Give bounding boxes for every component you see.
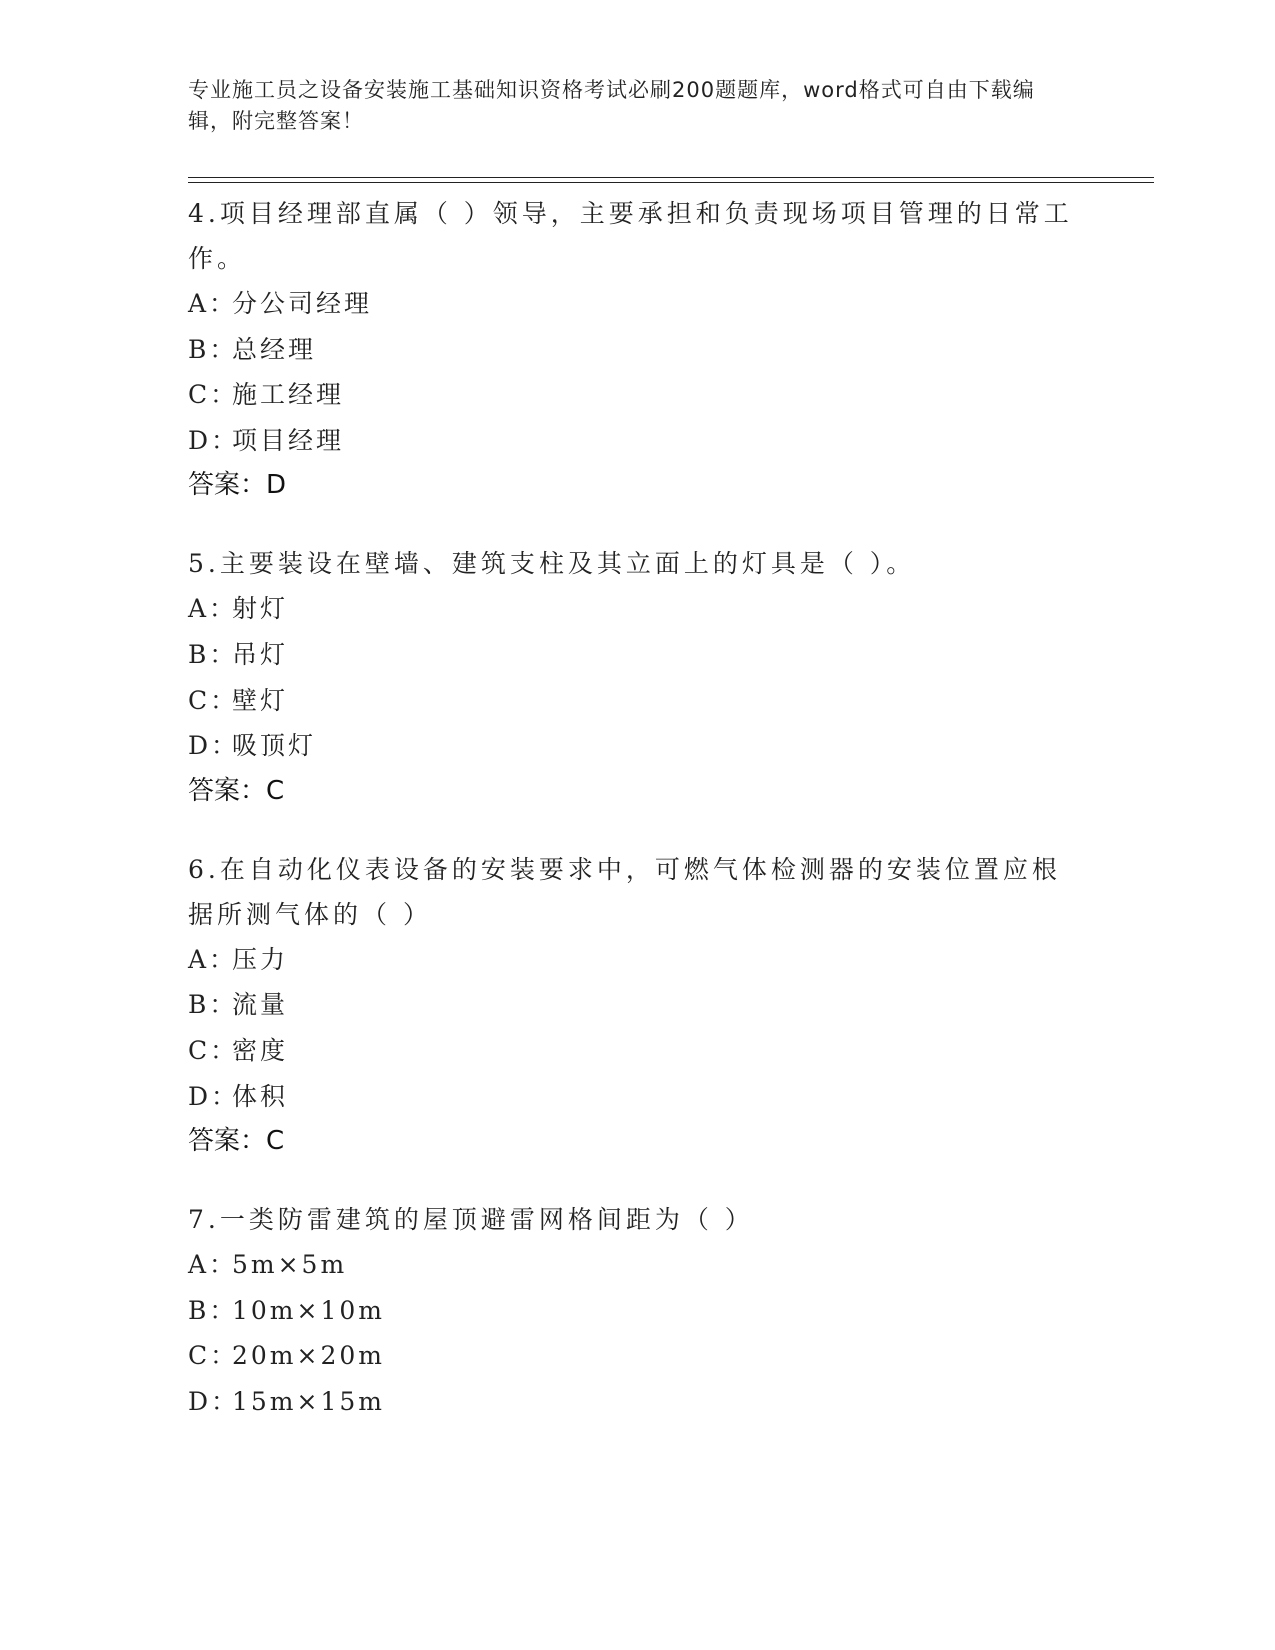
option-letter: B： (188, 334, 238, 364)
option-a (188, 937, 1088, 983)
option-text: 壁灯 (232, 685, 289, 715)
option-letter: A： (188, 289, 238, 318)
question-5 (188, 541, 1088, 813)
option-text: 项目经理 (232, 425, 345, 455)
option-letter: A： (188, 944, 238, 974)
option-letter: B： (188, 990, 238, 1020)
option-text: 吸顶灯 (232, 731, 317, 761)
option-text: 射灯 (232, 594, 289, 624)
option-letter: C： (188, 685, 239, 715)
question-text: 5.主要装设在壁墙、建筑支柱及其立面上的灯具是（ ）。 (188, 549, 916, 579)
option-d (188, 723, 1088, 769)
option-a (188, 586, 1088, 632)
question-text: 6.在自动化仪表设备的安装要求中，可燃气体检测器的安装位置应根据所测气体的（ ） (188, 854, 1061, 929)
option-text: 体积 (232, 1081, 289, 1111)
option-letter: C： (188, 380, 239, 410)
option-text: 5m×5m (232, 1250, 348, 1280)
option-b (188, 1288, 1088, 1334)
option-letter: C： (188, 1035, 239, 1065)
answer-line: 答案：C (188, 1126, 285, 1157)
option-text: 总经理 (232, 334, 317, 364)
option-b (188, 327, 1088, 373)
option-d (188, 418, 1088, 464)
option-letter: B： (188, 639, 238, 669)
option-letter: D： (188, 1386, 240, 1416)
option-b (188, 982, 1088, 1028)
option-text: 分公司经理 (232, 289, 373, 318)
option-text: 密度 (232, 1035, 289, 1065)
option-text: 流量 (232, 990, 289, 1020)
question-text: 4.项目经理部直属（ ）领导，主要承担和负责现场项目管理的日常工作。 (188, 199, 1073, 273)
option-text: 10m×10m (232, 1295, 385, 1325)
option-text: 吊灯 (232, 639, 289, 669)
header-rule-bottom (188, 182, 1154, 183)
option-b (188, 632, 1088, 678)
option-letter: D： (188, 425, 240, 455)
option-a (188, 281, 1088, 327)
option-text: 15m×15m (232, 1386, 385, 1416)
question-4 (188, 191, 1088, 508)
option-text: 压力 (232, 944, 289, 974)
answer-line: 答案：C (188, 775, 285, 806)
option-letter: A： (188, 1250, 238, 1280)
answer-line: 答案：D (188, 470, 287, 501)
option-d (188, 1379, 1088, 1425)
option-text: 20m×20m (232, 1341, 385, 1371)
option-d (188, 1074, 1088, 1120)
document-header: 专业施工员之设备安装施工基础知识资格考试必刷200题题库，word格式可自由下载编辑，附完整答案！ (188, 78, 1035, 133)
option-letter: D： (188, 1081, 240, 1111)
option-c (188, 1028, 1088, 1074)
option-letter: B： (188, 1295, 238, 1325)
option-a (188, 1242, 1088, 1288)
option-text: 施工经理 (232, 380, 345, 410)
question-list (188, 191, 1088, 1458)
question-text: 7.一类防雷建筑的屋顶避雷网格间距为（ ） (188, 1205, 754, 1235)
question-7 (188, 1197, 1088, 1424)
question-6 (188, 847, 1088, 1164)
option-letter: C： (188, 1341, 239, 1371)
header-rule-top (188, 177, 1154, 178)
option-c (188, 678, 1088, 724)
option-c (188, 372, 1088, 418)
option-c (188, 1333, 1088, 1379)
option-letter: A： (188, 594, 238, 624)
option-letter: D： (188, 731, 240, 761)
